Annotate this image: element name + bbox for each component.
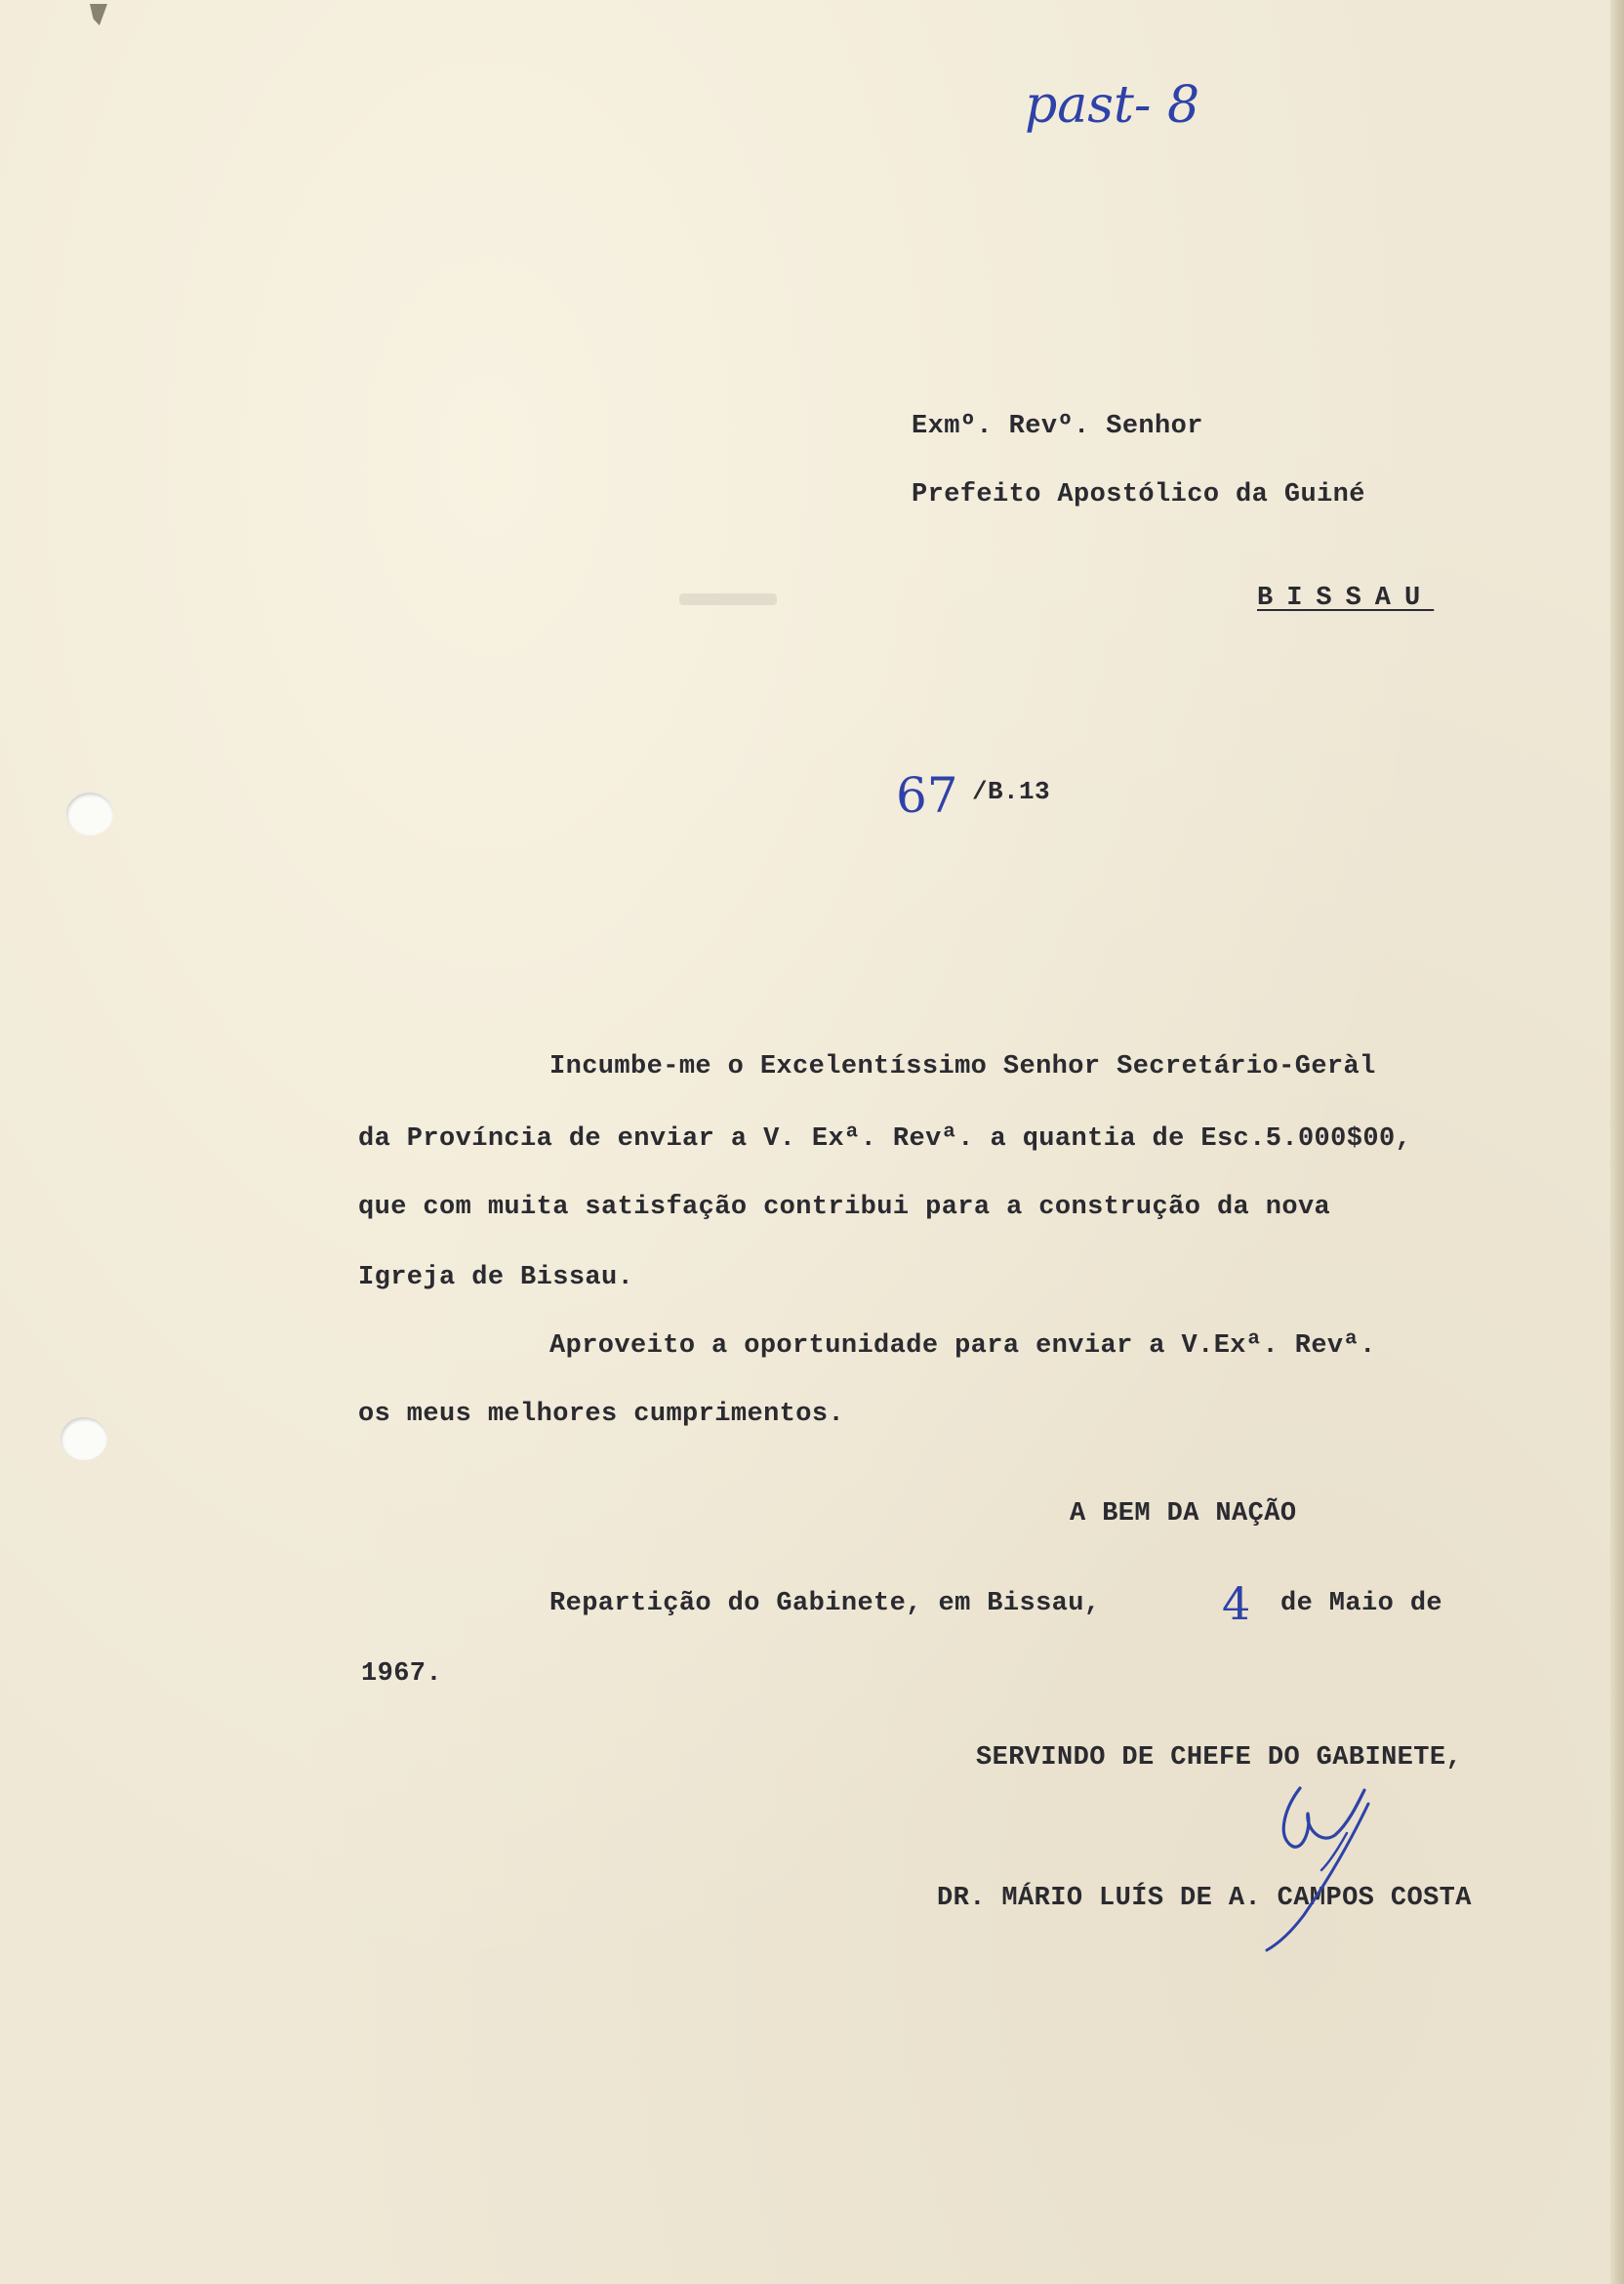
signatory-name: DR. MÁRIO LUÍS DE A. CAMPOS COSTA xyxy=(937,1884,1472,1913)
place-date-month: de Maio de xyxy=(1280,1589,1443,1618)
signatory-role: SERVINDO DE CHEFE DO GABINETE, xyxy=(976,1743,1463,1773)
addressee-city: BISSAU xyxy=(1257,584,1435,613)
body-line: que com muita satisfação contribui para a construção da nova xyxy=(358,1193,1331,1222)
punch-hole-icon xyxy=(61,1417,107,1460)
page-edge-shadow xyxy=(1610,0,1624,2284)
ref-suffix: /B.13 xyxy=(972,777,1051,806)
staple-mark-icon xyxy=(90,4,107,25)
body-line: Aproveito a oportunidade para enviar a V.Exª. Revª. xyxy=(549,1331,1376,1361)
body-line: da Província de enviar a V. Exª. Revª. a quantia de Esc.5.000$00, xyxy=(358,1124,1412,1154)
body-line: Igreja de Bissau. xyxy=(358,1263,634,1292)
signature-mark-icon xyxy=(1239,1776,1405,1952)
date-year: 1967. xyxy=(361,1659,443,1689)
place-date-text: Repartição do Gabinete, em Bissau, xyxy=(549,1589,1101,1618)
addressee-salutation: Exmº. Revº. Senhor xyxy=(912,412,1203,441)
body-line: Incumbe-me o Excelentíssimo Senhor Secretário-Geràl xyxy=(549,1052,1376,1081)
body-line: os meus melhores cumprimentos. xyxy=(358,1400,845,1429)
handwritten-day: 4 xyxy=(1222,1577,1251,1630)
handwritten-top-note: past- 8 xyxy=(1025,76,1200,135)
punch-hole-icon xyxy=(66,793,113,836)
addressee-title: Prefeito Apostólico da Guiné xyxy=(912,480,1365,510)
handwritten-ref-number: 67 xyxy=(896,767,958,824)
closing-motto: A BEM DA NAÇÃO xyxy=(1070,1499,1297,1529)
paper-smudge xyxy=(679,593,777,605)
